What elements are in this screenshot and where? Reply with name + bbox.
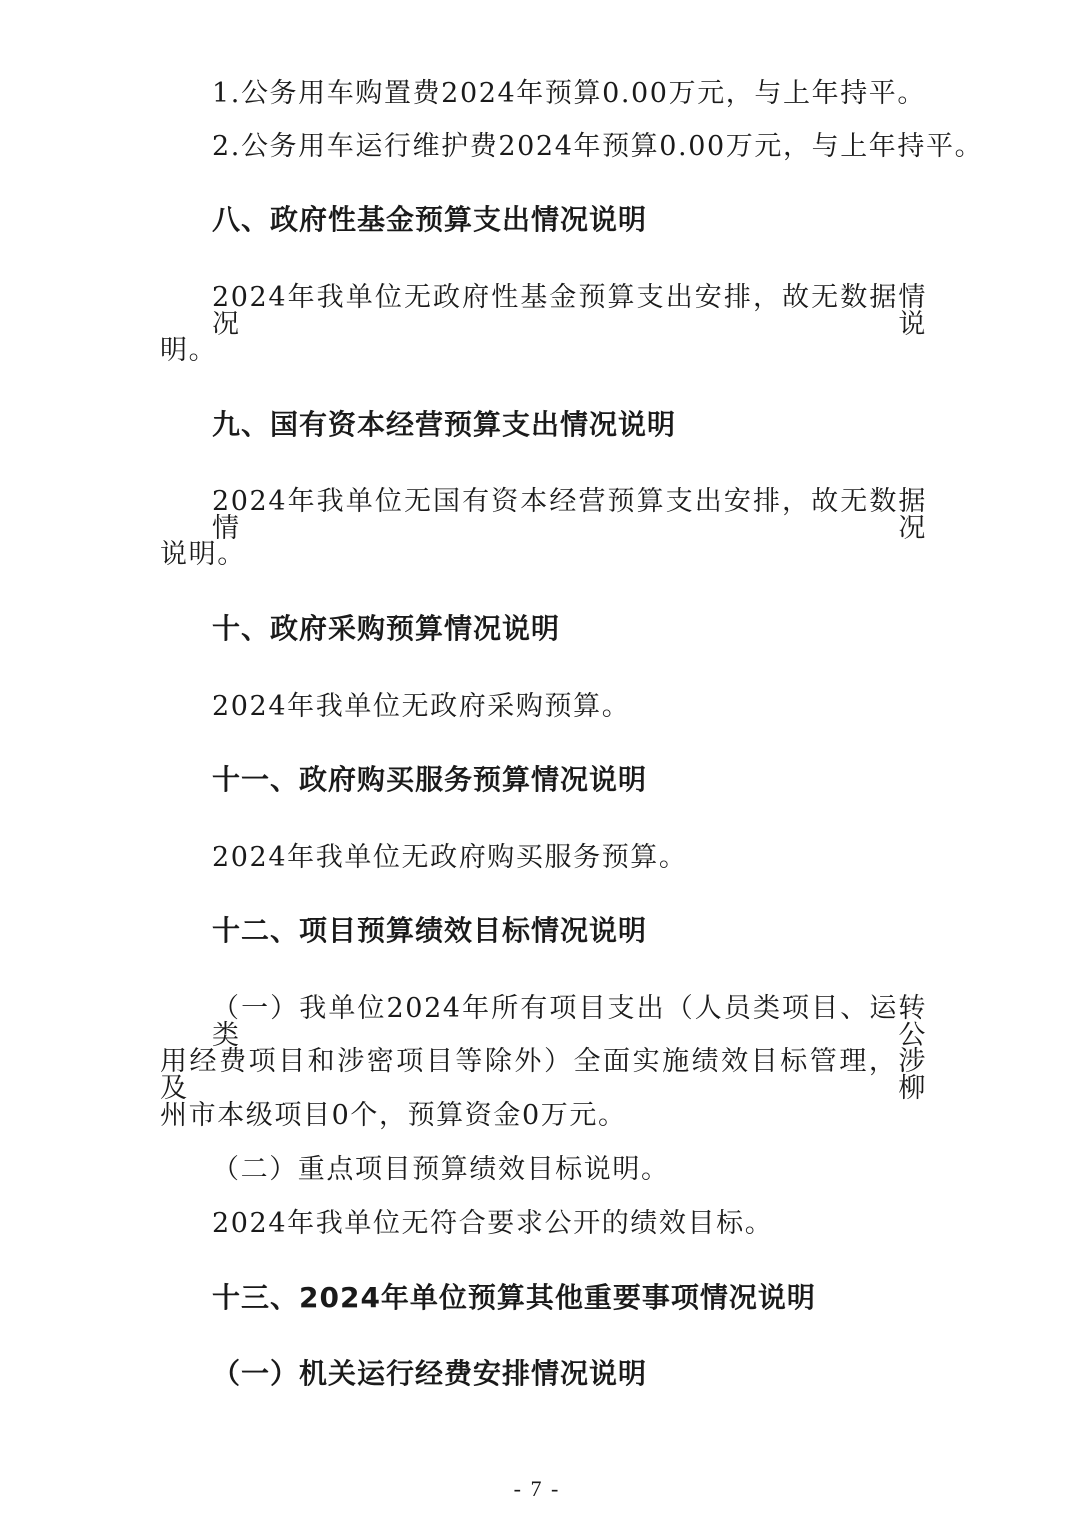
paragraph-vehicle-purchase: 1.公务用车购置费2024年预算0.00万元，与上年持平。 xyxy=(212,78,926,109)
paragraph-section-8-line-1: 2024年我单位无政府性基金预算支出安排，故无数据情况说 xyxy=(212,282,927,340)
paragraph-section-12-2: （二）重点项目预算绩效目标说明。 xyxy=(212,1154,670,1185)
paragraph-section-11: 2024年我单位无政府购买服务预算。 xyxy=(212,842,688,873)
heading-section-13-1: （一）机关运行经费安排情况说明 xyxy=(212,1357,648,1390)
page-number: - 7 - xyxy=(513,1476,561,1501)
heading-section-12: 十二、项目预算绩效目标情况说明 xyxy=(212,914,648,947)
paragraph-section-9-line-2: 说明。 xyxy=(160,539,246,570)
paragraph-vehicle-maintenance: 2.公务用车运行维护费2024年预算0.00万元，与上年持平。 xyxy=(212,131,984,162)
paragraph-section-9-line-1: 2024年我单位无国有资本经营预算支出安排，故无数据情况 xyxy=(212,486,927,544)
heading-section-13: 十三、2024年单位预算其他重要事项情况说明 xyxy=(212,1281,816,1314)
paragraph-section-12-1-line-3: 州市本级项目0个，预算资金0万元。 xyxy=(160,1100,627,1131)
paragraph-section-12-1-line-2: 用经费项目和涉密项目等除外）全面实施绩效目标管理，涉及柳 xyxy=(160,1046,927,1104)
heading-section-11: 十一、政府购买服务预算情况说明 xyxy=(212,763,648,796)
paragraph-section-8-line-2: 明。 xyxy=(160,335,218,366)
heading-section-9: 九、国有资本经营预算支出情况说明 xyxy=(212,408,677,441)
paragraph-section-10: 2024年我单位无政府采购预算。 xyxy=(212,691,631,722)
heading-section-8: 八、政府性基金预算支出情况说明 xyxy=(212,203,648,236)
paragraph-section-12-1-line-1: （一）我单位2024年所有项目支出（人员类项目、运转类公 xyxy=(212,993,927,1051)
heading-section-10: 十、政府采购预算情况说明 xyxy=(212,612,561,645)
paragraph-section-12-2-detail: 2024年我单位无符合要求公开的绩效目标。 xyxy=(212,1208,774,1239)
